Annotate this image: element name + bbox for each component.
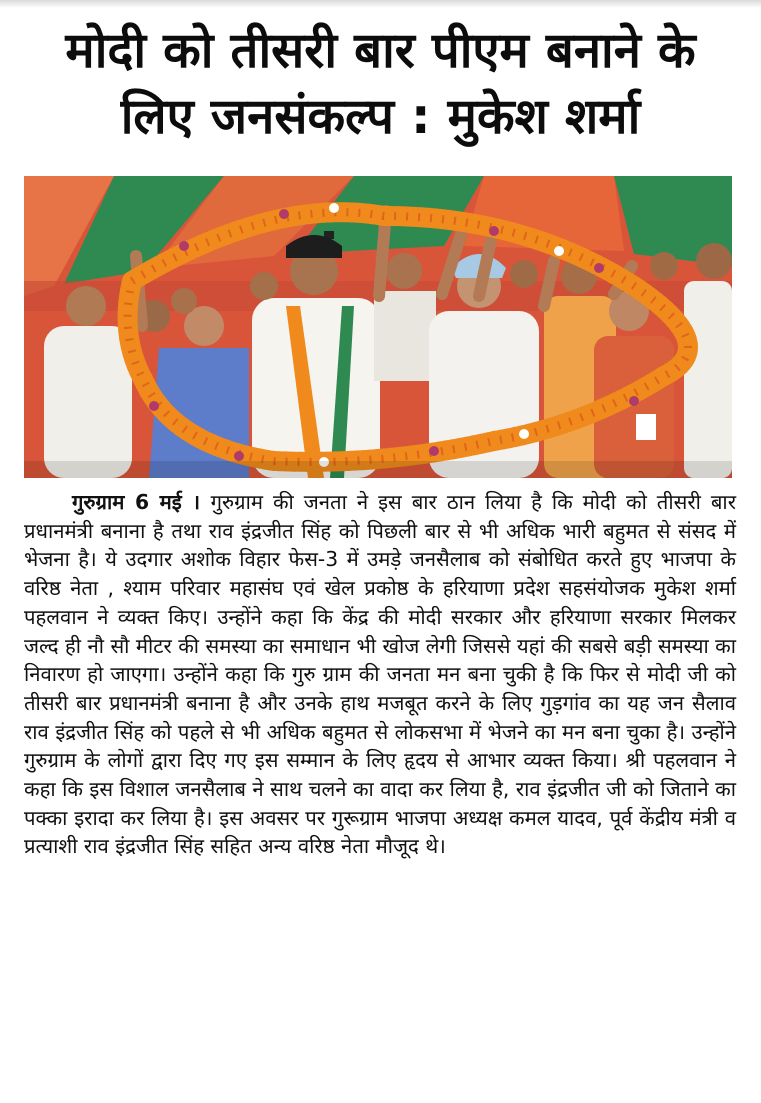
dateline: गुरुग्राम 6 मई । — [72, 490, 211, 514]
article-text: गुरुग्राम की जनता ने इस बार ठान लिया है कि मोदी को तीसरी बार प्रधानमंत्री बनाना है तथा राव इंद्रजीत सिंह को पिछली बार से भी अधिक भारी बहुमत से संसद में भेजना है। ये उदगार अशोक विहार फेस-3 में उमड़े जनसैलाब को संबोधित करते हुए भाजपा के वरिष्ठ नेता , श्याम परिवार महासंघ एवं खेल प्रकोष्ठ के हरियाणा प्रदेश सहसंयोजक मुकेश शर्मा पहलवान ने व्यक्त किए। उन्होंने कहा कि केंद्र की मोदी सरकार और हरियाणा सरकार मिलकर जल्द ही नौ सौ मीटर की समस्या का समाधान भी खोज लेगी जिससे यहां की सबसे बड़ी समस्या का निवारण हो जाएगा। उन्होंने कहा कि गुरु ग्राम की जनता मन बना चुकी है कि फिर से मोदी जी को तीसरी बार प्रधानमंत्री बनाना है और उनके हाथ मजबूत करने के लिए गुड़गांव का यह जन सैलाव राव इंद्रजीत सिंह को पहले से भी अधिक बहुमत से लोकसभा में भेजने का मन बना चुका है। उन्होंने गुरुग्राम के लोगों द्वारा दिए गए इस सम्मान के लिए हृदय से आभार व्यक्त किया। श्री पहलवान ने कहा कि इस विशाल जनसैलाब ने साथ चलने का वादा कर लिया है, राव इंद्रजीत जी को जिताने का पक्का इरादा कर लिया है। इस अवसर पर गुरूग्राम भाजपा अध्यक्ष कमल यादव, पूर्व केंद्रीय मंत्री व प्रत्याशी राव इंद्रजीत सिंह सहित अन्य वरिष्ठ नेता मौजूद थे। — [24, 490, 736, 859]
headline-line-1: मोदी को तीसरी बार पीएम बनाने के — [65, 22, 696, 79]
headline-line-2: लिए जनसंकल्प : मुकेश शर्मा — [120, 88, 641, 145]
article-body — [24, 488, 736, 861]
headline — [0, 18, 761, 150]
news-photo-illustration — [24, 176, 732, 478]
page-top-edge — [0, 0, 761, 8]
news-photo — [24, 176, 732, 478]
